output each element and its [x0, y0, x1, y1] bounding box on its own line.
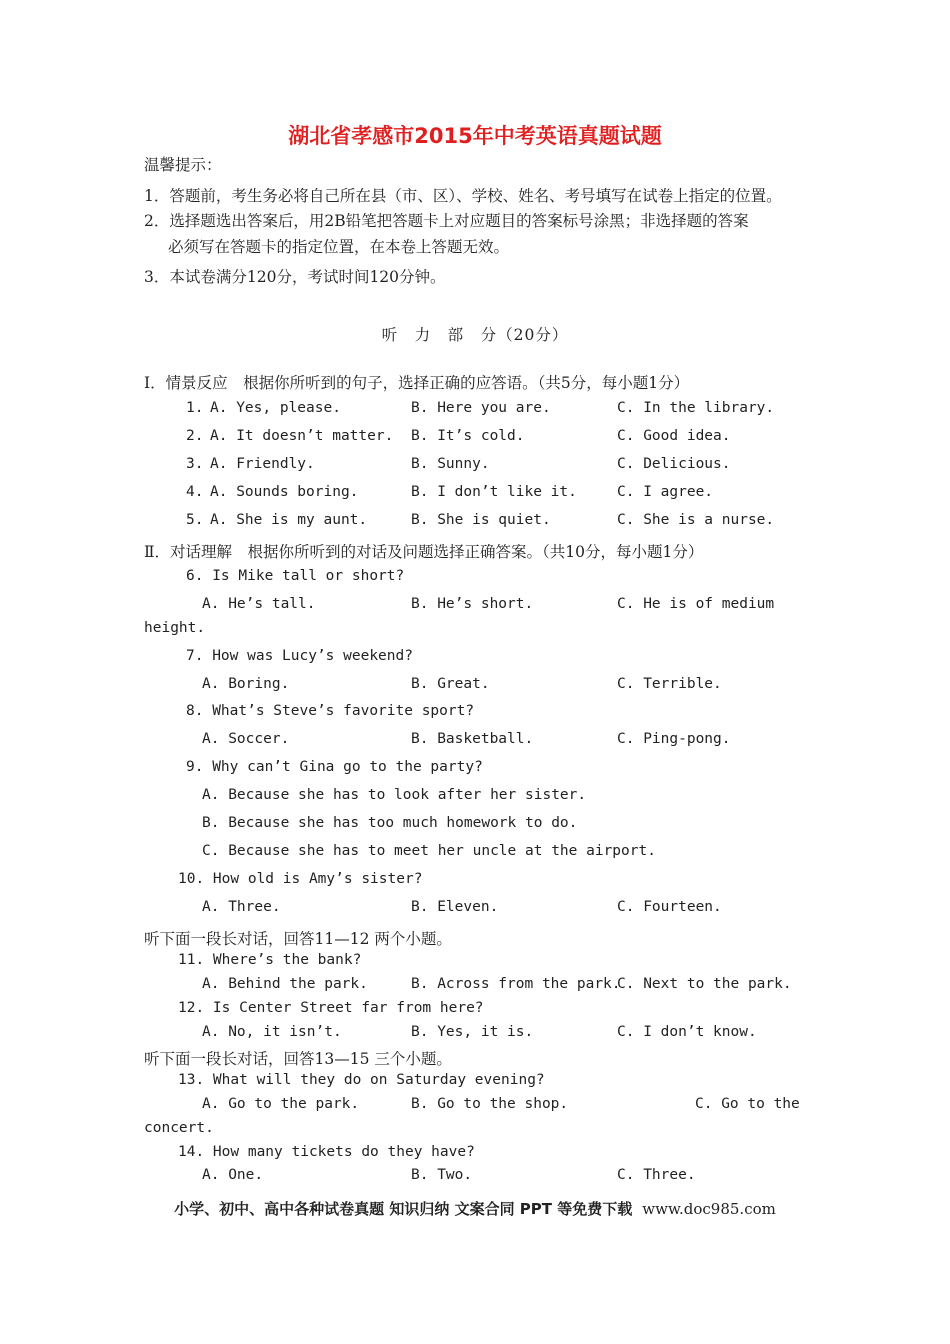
question-9: 9. Why can’t Gina go to the party? — [186, 759, 483, 775]
option-c: C. Good idea. — [617, 428, 731, 444]
option-c: C. Fourteen. — [617, 899, 722, 915]
notice-heading: 温馨提示： — [144, 156, 222, 174]
notice-item-2-cont: 必须写在答题卡的指定位置，在本卷上答题无效。 — [168, 238, 510, 256]
option-c-cont: concert. — [144, 1120, 214, 1136]
option-b: B. Basketball. — [411, 731, 534, 747]
option-a: A. He’s tall. — [202, 596, 316, 612]
option-a: A. Soccer. — [202, 731, 290, 747]
option-c: C. In the library. — [617, 400, 775, 416]
option-c: C. She is a nurse. — [617, 512, 775, 528]
option-a: A. Go to the park. — [202, 1096, 360, 1112]
question-7: 7. How was Lucy’s weekend? — [186, 648, 413, 664]
question-10: 10. How old is Amy’s sister? — [178, 871, 423, 887]
option-a: A. It doesn’t matter. — [210, 428, 394, 444]
option-c: C. He is of medium — [617, 596, 775, 612]
option-b: B. Eleven. — [411, 899, 499, 915]
question-number: 3. — [186, 456, 204, 472]
option-a: A. She is my aunt. — [210, 512, 368, 528]
option-b: B. Two. — [411, 1167, 473, 1183]
footer-url[interactable]: www.doc985.com — [642, 1200, 776, 1218]
long-dialogue-instruction-2: 听下面一段长对话，回答13—15 三个小题。 — [144, 1050, 452, 1068]
notice-item-3: 3．本试卷满分120分，考试时间120分钟。 — [144, 268, 446, 286]
option-c: C. Next to the park. — [617, 976, 792, 992]
option-b: B. Yes, it is. — [411, 1024, 534, 1040]
option-b: B. Across from the park. — [411, 976, 621, 992]
option-b: B. Here you are. — [411, 400, 551, 416]
question-number: 4. — [186, 484, 204, 500]
question-number: 2. — [186, 428, 204, 444]
question-14: 14. How many tickets do they have? — [178, 1144, 475, 1160]
option-b: B. I don’t like it. — [411, 484, 577, 500]
option-a: A. One. — [202, 1167, 264, 1183]
footer — [0, 1198, 950, 1219]
option-c: C. Go to the — [695, 1096, 800, 1112]
option-c: C. I don’t know. — [617, 1024, 757, 1040]
notice-item-2: 2．选择题选出答案后，用2B铅笔把答题卡上对应题目的答案标号涂黑；非选择题的答案 — [144, 212, 749, 230]
section-title: 听 力 部 分（20分） — [381, 326, 569, 344]
option-c: C. Three. — [617, 1167, 696, 1183]
option-b: B. He’s short. — [411, 596, 534, 612]
option-b: B. Because she has too much homework to do. — [202, 815, 578, 831]
question-6: 6. Is Mike tall or short? — [186, 568, 405, 584]
option-a: A. No, it isn’t. — [202, 1024, 342, 1040]
option-c-cont: height. — [144, 620, 206, 636]
option-c: C. Delicious. — [617, 456, 731, 472]
part2-heading: Ⅱ．对话理解 根据你所听到的对话及问题选择正确答案。（共10分，每小题1分） — [144, 543, 704, 561]
question-8: 8. What’s Steve’s favorite sport? — [186, 703, 475, 719]
question-12: 12. Is Center Street far from here? — [178, 1000, 484, 1016]
option-b: B. It’s cold. — [411, 428, 525, 444]
option-a: A. Behind the park. — [202, 976, 368, 992]
question-number: 1. — [186, 400, 204, 416]
option-a: A. Because she has to look after her sister. — [202, 787, 587, 803]
option-a: A. Friendly. — [210, 456, 315, 472]
option-c: C. I agree. — [617, 484, 714, 500]
option-a: A. Three. — [202, 899, 281, 915]
option-a: A. Boring. — [202, 676, 290, 692]
question-13: 13. What will they do on Saturday evening? — [178, 1072, 545, 1088]
page-title: 湖北省孝感市2015年中考英语真题试题 — [288, 124, 662, 148]
long-dialogue-instruction-1: 听下面一段长对话，回答11—12 两个小题。 — [144, 930, 452, 948]
footer-text: 小学、初中、高中各种试卷真题 知识归纳 文案合同 PPT 等免费下载 — [174, 1200, 633, 1218]
option-a: A. Yes, please. — [210, 400, 341, 416]
notice-item-1: 1．答题前，考生务必将自己所在县（市、区）、学校、姓名、考号填写在试卷上指定的位置。 — [144, 187, 782, 205]
option-c: C. Ping-pong. — [617, 731, 731, 747]
question-11: 11. Where’s the bank? — [178, 952, 362, 968]
part1-heading: I．情景反应 根据你所听到的句子，选择正确的应答语。（共5分，每小题1分） — [144, 374, 690, 392]
option-b: B. Great. — [411, 676, 490, 692]
option-b: B. Go to the shop. — [411, 1096, 569, 1112]
option-b: B. Sunny. — [411, 456, 490, 472]
option-c: C. Because she has to meet her uncle at the airport. — [202, 843, 656, 859]
question-number: 5. — [186, 512, 204, 528]
option-c: C. Terrible. — [617, 676, 722, 692]
option-b: B. She is quiet. — [411, 512, 551, 528]
option-a: A. Sounds boring. — [210, 484, 359, 500]
